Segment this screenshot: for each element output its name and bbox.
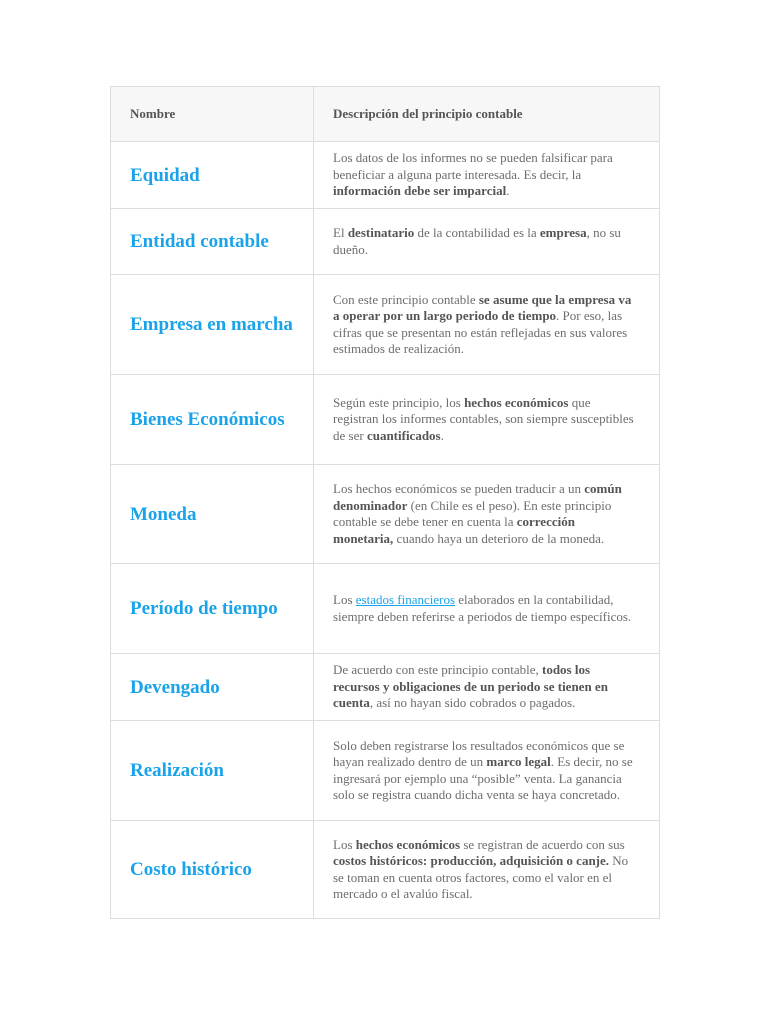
emphasis-text: costos históricos: producción, adquisición o canje. [333, 853, 610, 868]
description-text: El [333, 225, 348, 240]
description-text: , no su dueño. [333, 225, 621, 257]
principle-description [314, 564, 660, 654]
description-text: Según este principio, los [333, 394, 465, 410]
emphasis-text: hechos económicos [464, 394, 569, 410]
emphasis-text: hechos económicos [355, 836, 461, 852]
emphasis-text: marco legal [486, 754, 551, 769]
description-text: Los hechos económicos se pueden traducir a un [333, 481, 585, 496]
principle-name: Bienes Económicos [111, 375, 314, 465]
principle-description [314, 209, 660, 275]
principle-name: Costo histórico [111, 821, 314, 919]
description-text: Los [333, 836, 356, 852]
description-text: que registran los informes contables, son siempre susceptibles de ser [333, 394, 634, 443]
emphasis-text: corrección monetaria, [333, 514, 575, 546]
principle-description [314, 465, 660, 564]
table-row [111, 821, 660, 919]
description-text: Los datos de los informes no se pueden falsificar para beneficiar a alguna parte interesada. Es decir, la [333, 150, 613, 182]
table-row [111, 654, 660, 721]
description-text: . [440, 427, 444, 443]
principle-description [314, 821, 660, 919]
principle-description [314, 721, 660, 821]
description-text: . Es decir, no se ingresará por ejemplo una “posible” venta. La ganancia solo se registra cuando dicha venta se haya concretado. [333, 754, 633, 802]
principle-name: Equidad [111, 142, 314, 209]
principles-table [110, 86, 660, 919]
principle-name: Período de tiempo [111, 564, 314, 654]
principle-description [314, 275, 660, 375]
table-row [111, 465, 660, 564]
principle-description [314, 375, 660, 465]
emphasis-text: cuantificados [366, 427, 441, 443]
principle-name: Devengado [111, 654, 314, 721]
description-text: , así no hayan sido cobrados o pagados. [369, 695, 576, 711]
header-description: Descripción del principio contable [314, 87, 660, 142]
description-text: De acuerdo con este principio contable, [333, 662, 542, 678]
emphasis-text: empresa [539, 225, 587, 240]
description-text: de la contabilidad es la [414, 225, 540, 240]
table-row [111, 564, 660, 654]
description-text: . Por eso, las cifras que se presentan no están reflejadas en sus valores estimados de realización. [333, 308, 628, 356]
description-text: Solo deben registrarse los resultados económicos que se hayan realizado dentro de un [333, 737, 625, 769]
emphasis-text: común denominador [333, 481, 622, 513]
description-text: se registran de acuerdo con sus [460, 836, 625, 852]
description-text: Los [333, 592, 356, 607]
principle-description [314, 142, 660, 209]
table-header-row [111, 87, 660, 142]
principle-name: Moneda [111, 465, 314, 564]
principle-name: Entidad contable [111, 209, 314, 275]
description-text: No se toman en cuenta otros factores, como el valor en el mercado o el avalúo fiscal. [333, 853, 629, 901]
emphasis-text: todos los recursos y obligaciones de un periodo se tienen en cuenta [333, 662, 608, 711]
emphasis-text: destinatario [347, 225, 415, 240]
principle-description [314, 654, 660, 721]
description-text: (en Chile es el peso). En este principio contable se debe tener en cuenta la [333, 497, 612, 529]
table-row [111, 275, 660, 375]
table-row [111, 209, 660, 275]
description-text: elaborados en la contabilidad, siempre deben referirse a periodos de tiempo específicos. [333, 592, 632, 624]
description-text: Con este principio contable [333, 291, 479, 307]
principle-name: Empresa en marcha [111, 275, 314, 375]
table-row [111, 375, 660, 465]
emphasis-text: información debe ser imparcial [333, 183, 507, 199]
header-name: Nombre [111, 87, 314, 142]
table-row [111, 142, 660, 209]
emphasis-text: se asume que la empresa va a operar por un largo periodo de tiempo [333, 291, 632, 323]
principle-name: Realización [111, 721, 314, 821]
description-text: cuando haya un deterioro de la moneda. [393, 530, 605, 546]
estados-financieros-link[interactable]: estados financieros [355, 592, 456, 607]
table-row [111, 721, 660, 821]
description-text: . [506, 183, 510, 199]
